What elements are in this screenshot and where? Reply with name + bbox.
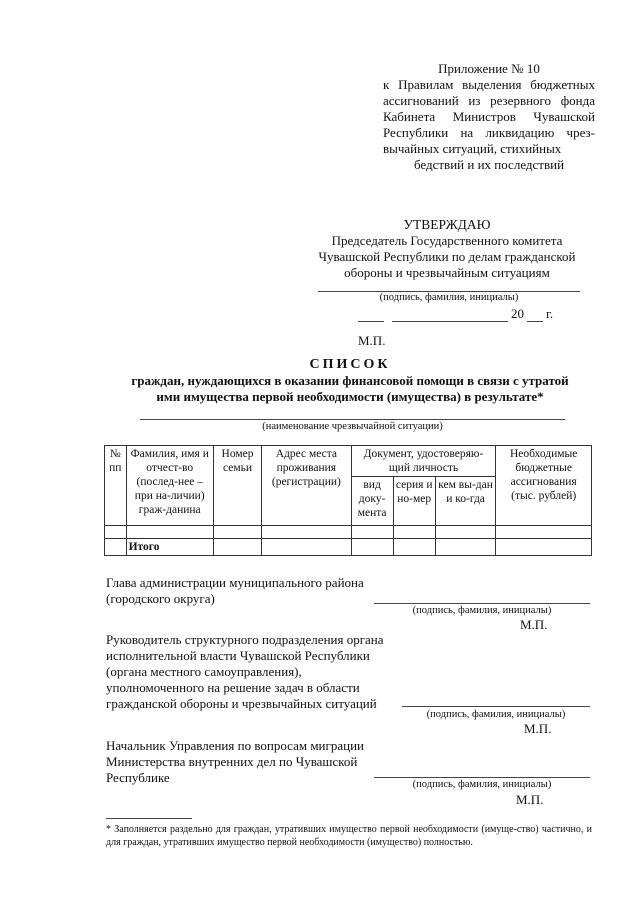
signatory-municipal-head-line — [374, 603, 590, 604]
table-total-row — [105, 539, 592, 556]
approval-position-line1: Председатель Государственного комитета — [331, 233, 563, 248]
approval-position-line2: Чувашской Республики по делам гражданской — [318, 249, 576, 264]
approval-position-line3: обороны и чрезвычайным ситуациям — [344, 265, 550, 280]
header-document-type: вид доку-мента — [351, 477, 393, 526]
header-budget-allocation: Необходимые бюджетные ассигнования (тыс. рублей) — [496, 446, 592, 526]
approval-block — [305, 217, 589, 281]
header-document-issued: кем вы-дан и ко-гда — [435, 477, 496, 526]
signatory-municipal-head-stamp: М.П. — [520, 617, 548, 632]
header-address: Адрес места проживания (регистрации) — [262, 446, 351, 526]
date-year-prefix: 20 — [511, 306, 524, 321]
date-month-line — [392, 321, 508, 322]
approval-stamp-label: М.П. — [358, 333, 386, 348]
header-name: Фамилия, имя и отчест-во (послед-нее – при на-личии) граж-данина — [126, 446, 213, 526]
appendix-number: Приложение № 10 — [438, 61, 540, 76]
date-day-line — [358, 321, 384, 322]
approval-signature-caption: (подпись, фамилия, инициалы) — [379, 292, 519, 303]
signatory-migration-caption: (подпись, фамилия, инициалы) — [412, 779, 552, 790]
date-year-line — [527, 321, 543, 322]
list-title-word: СПИСОК — [309, 357, 391, 372]
total-label: Итого — [126, 539, 213, 556]
citizens-table — [104, 445, 592, 556]
signatory-migration-line — [374, 777, 590, 778]
signatory-municipal-head-caption: (подпись, фамилия, инициалы) — [412, 605, 552, 616]
footnote-separator — [106, 818, 192, 819]
emergency-name-line — [140, 419, 565, 420]
signatory-municipal-head: Глава администрации муниципального района (городского округа) — [106, 575, 364, 606]
header-document: Документ, удостоверяю-щий личность — [351, 446, 496, 477]
header-number-line2: пп — [109, 462, 122, 474]
list-title-line2: ими имущества первой необходимости (имущества) в результате* — [156, 389, 544, 404]
list-title-line1: граждан, нуждающихся в оказании финансовой помощи в связи с утратой — [131, 373, 569, 388]
signatory-civil-defense-line — [402, 706, 590, 707]
emergency-name-caption: (наименование чрезвычайной ситуации) — [262, 421, 443, 432]
header-number-line1: № — [109, 448, 121, 460]
signatory-migration-head: Начальник Управления по вопросам миграции Министерства внутренних дел по Чувашской Республике — [106, 738, 364, 785]
table-header-row — [105, 446, 592, 477]
appendix-block — [383, 61, 595, 173]
date-year-suffix: г. — [546, 306, 554, 321]
footnote: * Заполняется раздельно для граждан, утративших имущество первой необходимости (имуще-ство) частично, и для граждан, утративших имущество первой необходимости (имущество) полностью. — [106, 824, 592, 848]
signatory-civil-defense-caption: (подпись, фамилия, инициалы) — [426, 709, 566, 720]
signatory-civil-defense-head: Руководитель структурного подразделения органа исполнительной власти Чувашской Республики (органа местного самоуправления), уполномоченного на решение задач в области гражданской обороны и чрезвычайных ситуаций — [106, 632, 384, 711]
signatory-migration-stamp: М.П. — [516, 792, 544, 807]
appendix-reference-end: бедствий и их последствий — [413, 157, 565, 172]
appendix-reference: к Правилам выделения бюджетных ассигнований из резервного фонда Кабинета Министров Чувашской Республики на ликвидацию чрез-вычайных ситуаций, стихийных — [383, 77, 595, 156]
list-title — [110, 357, 590, 405]
signatory-civil-defense-stamp: М.П. — [524, 721, 552, 736]
header-family-number: Номер семьи — [213, 446, 261, 526]
header-number — [105, 446, 127, 526]
table-row — [105, 526, 592, 539]
header-document-series: серия и но-мер — [393, 477, 435, 526]
approval-word: УТВЕРЖДАЮ — [403, 217, 491, 232]
